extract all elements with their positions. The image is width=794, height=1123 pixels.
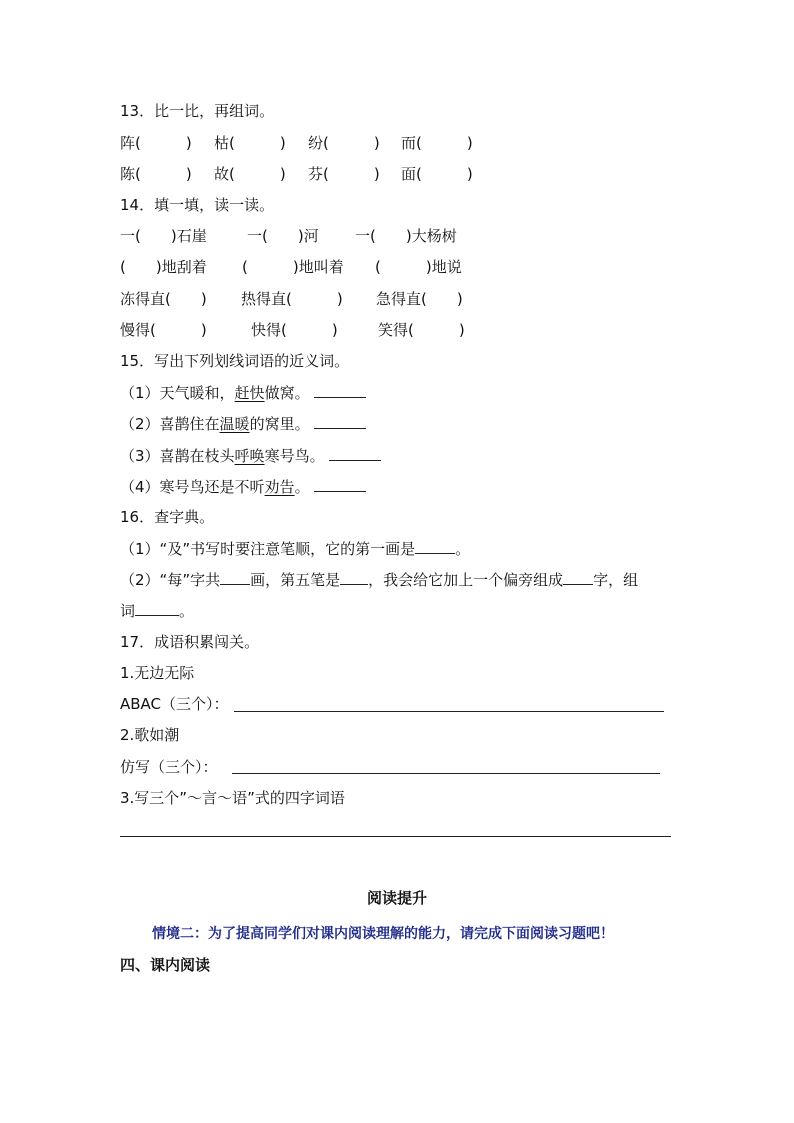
q15-answer-2[interactable] (314, 413, 366, 429)
q15-item-4-pre: （4）寒号鸟还是不听 (120, 478, 265, 496)
q17-imitate-answer-line[interactable] (232, 773, 660, 774)
q16-line-1-text: （1）“及”书写时要注意笔顺，它的第一画是 (120, 540, 416, 558)
q15-item-4-post: 。 (294, 478, 310, 496)
q15-item-3-pre: （3）喜鹊在枝头 (120, 447, 235, 465)
q13-r1-c4: 而( ) (401, 134, 473, 152)
q15-item-4 (120, 476, 366, 497)
q14-r3-c1: 冻得直( ) (120, 290, 207, 308)
q15-title: 15．写出下列划线词语的近义词。 (120, 352, 350, 370)
section-heading: 阅读提升 (366, 889, 427, 907)
q16-line-3-end: 。 (179, 602, 195, 620)
q15-answer-4[interactable] (314, 476, 366, 492)
q13-r1-c3: 纷( ) (308, 134, 380, 152)
q15-answer-3[interactable] (329, 445, 381, 461)
q13-r2-c1: 陈( ) (120, 165, 192, 183)
q15-item-3-underlined: 呼唤 (234, 447, 265, 465)
q16-line-3-text: 词 (120, 602, 136, 620)
q13-r1-c2: 枯( ) (214, 134, 286, 152)
q14-r3-c2: 热得直( ) (241, 290, 343, 308)
q14-r4-c3: 笑得( ) (378, 321, 465, 339)
q15-item-1-post: 做窝。 (264, 384, 310, 402)
q14-r2-c3: ( )地说 (375, 258, 462, 276)
scenario-text: 情境二：为了提高同学们对课内阅读理解的能力，请完成下面阅读习题吧！ (152, 926, 614, 942)
q16-line-1 (120, 538, 470, 559)
q17-sub-2: 2.歌如潮 (120, 726, 180, 744)
q15-item-3 (120, 445, 381, 466)
q17-imitate-label: 仿写（三个）： (120, 758, 218, 776)
q16-blank-fifth-stroke[interactable] (340, 569, 368, 585)
q17-abac-answer-line[interactable] (234, 711, 664, 712)
q15-item-2 (120, 413, 366, 434)
q17-sub-1: 1.无边无际 (120, 664, 195, 682)
q15-item-3-post: 寒号鸟。 (264, 447, 325, 465)
q15-item-2-underlined: 温暖 (219, 415, 250, 433)
q14-r4-c1: 慢得( ) (120, 321, 207, 339)
q15-item-1-pre: （1）天气暖和， (120, 384, 235, 402)
q15-item-2-pre: （2）喜鹊住在 (120, 415, 220, 433)
q16-line-1-end: 。 (455, 540, 471, 558)
q16-blank-word[interactable] (135, 600, 179, 616)
q16-blank-new-char[interactable] (563, 569, 593, 585)
q13-r2-c2: 故( ) (214, 165, 286, 183)
q17-sub-3: 3.写三个”～言～语”式的四字词语 (120, 789, 345, 807)
q15-answer-1[interactable] (314, 382, 366, 398)
q16-line-2-text-a: （2）“每”字共 (120, 571, 221, 589)
q14-r4-c2: 快得( ) (251, 321, 338, 339)
q16-line-2-text-c: ，我会给它加上一个偏旁组成 (368, 571, 564, 589)
q16-line-2-text-b: 画，第五笔是 (250, 571, 341, 589)
q16-line-2 (120, 569, 638, 590)
q15-item-2-post: 的窝里。 (249, 415, 310, 433)
q13-r2-c4: 面( ) (401, 165, 473, 183)
q17-abac-label: ABAC（三个）： (120, 695, 229, 713)
q14-r3-c3: 急得直( ) (376, 290, 463, 308)
part-heading: 四、课内阅读 (120, 956, 211, 974)
q16-title: 16．查字典。 (120, 508, 215, 526)
q17-yan-yu-answer-line[interactable] (120, 836, 671, 837)
q14-r2-c2: ( )地叫着 (242, 258, 344, 276)
q17-title: 17．成语积累闯关。 (120, 633, 260, 651)
q16-blank-stroke-count[interactable] (220, 569, 250, 585)
q14-r1-c2: 一( )河 (247, 227, 319, 245)
q13-r2-c3: 芬( ) (308, 165, 380, 183)
q14-r2-c1: ( )地刮着 (120, 258, 207, 276)
q16-blank-first-stroke[interactable] (415, 538, 455, 554)
q15-item-1 (120, 382, 366, 403)
q14-r1-c1: 一( )石崖 (120, 227, 207, 245)
q14-r1-c3: 一( )大杨树 (355, 227, 457, 245)
q15-item-4-underlined: 劝告 (264, 478, 295, 496)
q16-line-3 (120, 600, 194, 621)
q15-item-1-underlined: 赶快 (234, 384, 265, 402)
q13-r1-c1: 阵( ) (120, 134, 192, 152)
q14-title: 14．填一填，读一读。 (120, 196, 275, 214)
q13-title: 13．比一比，再组词。 (120, 102, 275, 120)
q16-line-2-text-d: 字，组 (593, 571, 639, 589)
